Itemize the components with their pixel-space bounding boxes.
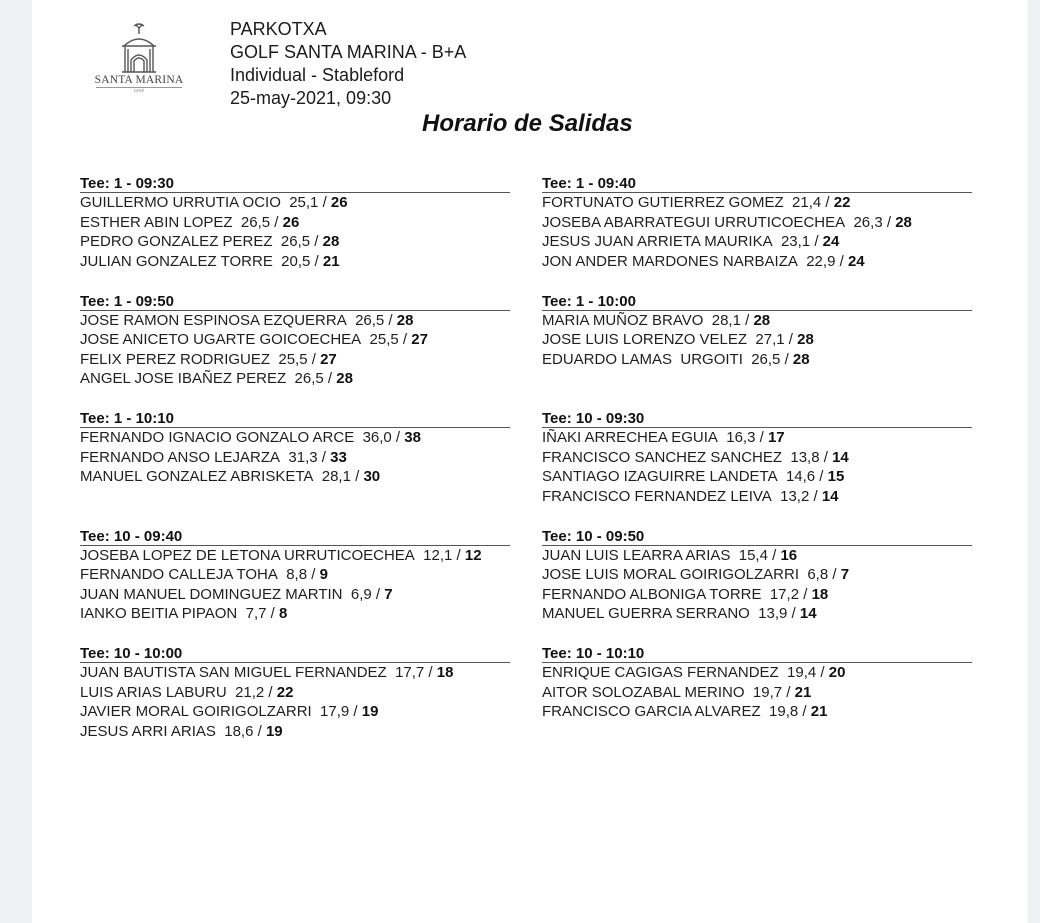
tee-time-heading: Tee: 10 - 09:40	[80, 528, 510, 546]
playing-handicap: 21	[794, 683, 812, 701]
tee-time-heading: Tee: 1 - 09:40	[542, 175, 972, 193]
handicap-index: 17,2	[769, 585, 800, 603]
tee-group	[542, 410, 974, 528]
player-name: FERNANDO ALBONIGA TORRE	[542, 585, 762, 603]
playing-handicap: 26	[282, 213, 300, 231]
tee-group	[80, 175, 542, 293]
handicap-index: 8,8	[286, 566, 308, 583]
player-row: IANKO BEITIA PIPAON 7,7 / 8	[80, 605, 288, 622]
handicap-index: 16,3	[726, 429, 756, 446]
playing-handicap: 21	[322, 252, 340, 270]
document-page	[32, 0, 1028, 923]
playing-handicap: 33	[330, 448, 347, 466]
tee-time-heading: Tee: 1 - 10:10	[80, 410, 510, 428]
player-name: JESUS ARRI ARIAS	[80, 722, 216, 740]
handicap-index: 36,0	[362, 429, 392, 446]
handicap-index: 6,8	[807, 566, 829, 583]
player-name: JAVIER MORAL GOIRIGOLZARRI	[80, 703, 312, 720]
playing-handicap: 24	[822, 233, 840, 250]
player-row: GUILLERMO URRUTIA OCIO 25,1 / 26	[80, 194, 348, 211]
logo-subtitle: GOLF	[96, 87, 182, 94]
tee-time-heading: Tee: 1 - 09:30	[80, 175, 510, 193]
player-row: JOSE RAMON ESPINOSA EZQUERRA 26,5 / 28	[80, 311, 414, 329]
player-row: FERNANDO ALBONIGA TORRE 17,2 / 18	[542, 585, 829, 603]
playing-handicap: 18	[811, 585, 829, 603]
player-row: ESTHER ABIN LOPEZ 26,5 / 26	[80, 213, 300, 231]
playing-handicap: 26	[330, 194, 348, 211]
player-name: JOSEBA ABARRATEGUI URRUTICOECHEA	[542, 213, 846, 231]
tee-time-heading: Tee: 1 - 09:50	[80, 293, 510, 311]
gate-icon	[114, 22, 164, 74]
handicap-index: 13,2	[780, 487, 810, 505]
player-name: JOSE RAMON ESPINOSA EZQUERRA	[80, 311, 347, 329]
player-row: LUIS ARIAS LABURU 21,2 / 22	[80, 683, 294, 701]
handicap-index: 12,1	[423, 546, 453, 564]
tee-time-heading: Tee: 1 - 10:00	[542, 293, 972, 311]
competition-name: GOLF SANTA MARINA - B+A	[230, 42, 467, 62]
player-row: JON ANDER MARDONES NARBAIZA 22,9 / 24	[542, 252, 865, 270]
player-name: EDUARDO LAMAS URGOITI	[542, 350, 743, 368]
club-logo	[90, 22, 188, 110]
handicap-index: 15,4	[738, 546, 768, 564]
player-name: AITOR SOLOZABAL MERINO	[542, 683, 745, 701]
logo-name: SANTA MARINA	[94, 74, 184, 86]
tee-group	[542, 175, 974, 293]
playing-handicap: 28	[336, 370, 353, 387]
tee-time-heading: Tee: 10 - 09:50	[542, 528, 972, 546]
playing-handicap: 30	[363, 468, 381, 485]
player-name: JOSE ANICETO UGARTE GOICOECHEA	[80, 331, 362, 348]
player-name: JOSEBA LOPEZ DE LETONA URRUTICOECHEA	[80, 546, 415, 564]
player-row: MANUEL GUERRA SERRANO 13,9 / 14	[542, 605, 817, 622]
player-row: JESUS JUAN ARRIETA MAURIKA 23,1 / 24	[542, 233, 840, 250]
player-name: FRANCISCO FERNANDEZ LEIVA	[542, 487, 772, 505]
player-row: JAVIER MORAL GOIRIGOLZARRI 17,9 / 19	[80, 703, 379, 720]
handicap-index: 17,7	[395, 664, 425, 681]
player-row: JUAN MANUEL DOMINGUEZ MARTIN 6,9 / 7	[80, 585, 393, 603]
player-row: FRANCISCO SANCHEZ SANCHEZ 13,8 / 14	[542, 448, 849, 466]
player-name: ESTHER ABIN LOPEZ	[80, 213, 233, 231]
tee-time-groups	[80, 175, 1000, 763]
player-row: MARIA MUÑOZ BRAVO 28,1 / 28	[542, 311, 771, 329]
handicap-index: 26,3	[853, 213, 883, 231]
player-name: JUAN MANUEL DOMINGUEZ MARTIN	[80, 585, 343, 603]
handicap-index: 26,5	[240, 213, 271, 231]
handicap-index: 28,1	[321, 468, 351, 485]
player-row: FELIX PEREZ RODRIGUEZ 25,5 / 27	[80, 350, 337, 368]
playing-handicap: 17	[767, 429, 785, 446]
player-row: JUAN LUIS LEARRA ARIAS 15,4 / 16	[542, 546, 798, 564]
player-row: FORTUNATO GUTIERREZ GOMEZ 21,4 / 22	[542, 194, 851, 211]
player-row: FERNANDO CALLEJA TOHA 8,8 / 9	[80, 566, 328, 583]
player-name: JESUS JUAN ARRIETA MAURIKA	[542, 233, 773, 250]
playing-handicap: 9	[319, 566, 328, 583]
playing-handicap: 28	[753, 311, 771, 329]
player-name: FELIX PEREZ RODRIGUEZ	[80, 350, 271, 368]
playing-handicap: 7	[840, 566, 850, 583]
player-row: MANUEL GONZALEZ ABRISKETA 28,1 / 30	[80, 468, 381, 485]
tee-group	[80, 410, 542, 528]
player-name: IÑAKI ARRECHEA EGUIA	[542, 429, 718, 446]
handicap-index: 19,8	[769, 703, 799, 720]
player-name: IANKO BEITIA PIPAON	[80, 605, 238, 622]
player-row: IÑAKI ARRECHEA EGUIA 16,3 / 17	[542, 429, 785, 446]
handicap-index: 18,6	[224, 722, 254, 740]
playing-handicap: 28	[792, 350, 810, 368]
playing-handicap: 38	[404, 429, 421, 446]
handicap-index: 27,1	[755, 331, 785, 348]
tee-time-heading: Tee: 10 - 10:10	[542, 645, 972, 663]
player-name: FRANCISCO SANCHEZ SANCHEZ	[542, 448, 783, 466]
handicap-index: 23,1	[780, 233, 811, 250]
player-name: JOSE LUIS LORENZO VELEZ	[542, 331, 748, 348]
handicap-index: 25,1	[289, 194, 319, 211]
playing-handicap: 18	[436, 664, 454, 681]
player-name: JON ANDER MARDONES NARBAIZA	[542, 252, 798, 270]
handicap-index: 26,5	[294, 370, 324, 387]
player-row: FRANCISCO GARCIA ALVAREZ 19,8 / 21	[542, 703, 828, 720]
player-row: JOSE LUIS MORAL GOIRIGOLZARRI 6,8 / 7	[542, 566, 850, 583]
player-row: FERNANDO ANSO LEJARZA 31,3 / 33	[80, 448, 347, 466]
playing-handicap: 14	[832, 448, 849, 466]
player-name: JUAN BAUTISTA SAN MIGUEL FERNANDEZ	[80, 664, 387, 681]
tee-time-heading: Tee: 10 - 10:00	[80, 645, 510, 663]
tee-group	[80, 528, 542, 646]
player-name: GUILLERMO URRUTIA OCIO	[80, 194, 281, 211]
competition-format: Individual - Stableford	[230, 65, 405, 85]
player-name: SANTIAGO IZAGUIRRE LANDETA	[542, 468, 778, 485]
player-name: MANUEL GUERRA SERRANO	[542, 605, 750, 622]
player-row: JOSE LUIS LORENZO VELEZ 27,1 / 28	[542, 331, 814, 348]
tee-time-heading: Tee: 10 - 09:30	[542, 410, 972, 428]
playing-handicap: 22	[276, 683, 294, 701]
handicap-index: 7,7	[245, 605, 267, 622]
handicap-index: 20,5	[281, 252, 311, 270]
handicap-index: 31,3	[288, 448, 318, 466]
handicap-index: 26,5	[355, 311, 385, 329]
player-row: ANGEL JOSE IBAÑEZ PEREZ 26,5 / 28	[80, 370, 353, 387]
player-row: ENRIQUE CAGIGAS FERNANDEZ 19,4 / 20	[542, 664, 846, 681]
player-row: JUAN BAUTISTA SAN MIGUEL FERNANDEZ 17,7 / 18	[80, 664, 454, 681]
event-header	[230, 18, 466, 110]
tee-group	[542, 645, 974, 763]
player-row: FERNANDO IGNACIO GONZALO ARCE 36,0 / 38	[80, 429, 421, 446]
player-name: JUAN LUIS LEARRA ARIAS	[542, 546, 731, 564]
player-name: JOSE LUIS MORAL GOIRIGOLZARRI	[542, 566, 799, 583]
tee-group	[542, 293, 974, 411]
player-row: JOSE ANICETO UGARTE GOICOECHEA 25,5 / 27	[80, 331, 428, 348]
playing-handicap: 7	[384, 585, 393, 603]
player-name: MANUEL GONZALEZ ABRISKETA	[80, 468, 314, 485]
handicap-index: 26,5	[751, 350, 781, 368]
handicap-index: 19,4	[787, 664, 817, 681]
handicap-index: 22,9	[806, 252, 836, 270]
tee-group	[80, 645, 542, 763]
player-name: ANGEL JOSE IBAÑEZ PEREZ	[80, 370, 287, 387]
playing-handicap: 15	[827, 468, 845, 485]
playing-handicap: 12	[464, 546, 482, 564]
player-name: FORTUNATO GUTIERREZ GOMEZ	[542, 194, 784, 211]
playing-handicap: 8	[278, 605, 288, 622]
playing-handicap: 28	[322, 233, 340, 250]
playing-handicap: 27	[320, 350, 337, 368]
handicap-index: 21,4	[792, 194, 822, 211]
handicap-index: 25,5	[369, 331, 399, 348]
player-name: LUIS ARIAS LABURU	[80, 683, 227, 701]
player-row: JULIAN GONZALEZ TORRE 20,5 / 21	[80, 252, 340, 270]
player-name: PEDRO GONZALEZ PEREZ	[80, 233, 273, 250]
handicap-index: 13,8	[790, 448, 820, 466]
playing-handicap: 20	[828, 664, 846, 681]
playing-handicap: 19	[361, 703, 379, 720]
playing-handicap: 27	[411, 331, 428, 348]
handicap-index: 17,9	[320, 703, 350, 720]
player-name: JULIAN GONZALEZ TORRE	[80, 252, 273, 270]
player-name: ENRIQUE CAGIGAS FERNANDEZ	[542, 664, 779, 681]
tee-group	[542, 528, 974, 646]
player-row: SANTIAGO IZAGUIRRE LANDETA 14,6 / 15	[542, 468, 845, 485]
player-row: JOSEBA LOPEZ DE LETONA URRUTICOECHEA 12,1 / 12	[80, 546, 482, 564]
player-name: MARIA MUÑOZ BRAVO	[542, 311, 704, 329]
playing-handicap: 28	[895, 213, 912, 231]
playing-handicap: 28	[797, 331, 814, 348]
handicap-index: 14,6	[785, 468, 816, 485]
playing-handicap: 19	[265, 722, 283, 740]
player-row: PEDRO GONZALEZ PEREZ 26,5 / 28	[80, 233, 340, 250]
handicap-index: 13,9	[758, 605, 788, 622]
playing-handicap: 14	[799, 605, 817, 622]
club-name: PARKOTXA	[230, 19, 327, 39]
playing-handicap: 28	[396, 311, 414, 329]
player-row: JOSEBA ABARRATEGUI URRUTICOECHEA 26,3 / 28	[542, 213, 912, 231]
handicap-index: 19,7	[752, 683, 783, 701]
player-row: JESUS ARRI ARIAS 18,6 / 19	[80, 722, 283, 740]
playing-handicap: 24	[847, 252, 865, 270]
player-name: FERNANDO ANSO LEJARZA	[80, 448, 281, 466]
handicap-index: 21,2	[235, 683, 265, 701]
page-title: Horario de Salidas	[422, 110, 633, 137]
playing-handicap: 22	[833, 194, 851, 211]
handicap-index: 6,9	[350, 585, 372, 603]
event-date: 25-may-2021, 09:30	[230, 88, 392, 108]
handicap-index: 26,5	[280, 233, 311, 250]
player-row: FRANCISCO FERNANDEZ LEIVA 13,2 / 14	[542, 487, 839, 505]
player-name: FERNANDO CALLEJA TOHA	[80, 566, 278, 583]
playing-handicap: 14	[821, 487, 839, 505]
player-row: EDUARDO LAMAS URGOITI 26,5 / 28	[542, 350, 810, 368]
handicap-index: 28,1	[711, 311, 741, 329]
player-row: AITOR SOLOZABAL MERINO 19,7 / 21	[542, 683, 812, 701]
player-name: FRANCISCO GARCIA ALVAREZ	[542, 703, 761, 720]
player-name: FERNANDO IGNACIO GONZALO ARCE	[80, 429, 355, 446]
handicap-index: 25,5	[278, 350, 308, 368]
playing-handicap: 21	[810, 703, 828, 720]
tee-group	[80, 293, 542, 411]
playing-handicap: 16	[780, 546, 798, 564]
